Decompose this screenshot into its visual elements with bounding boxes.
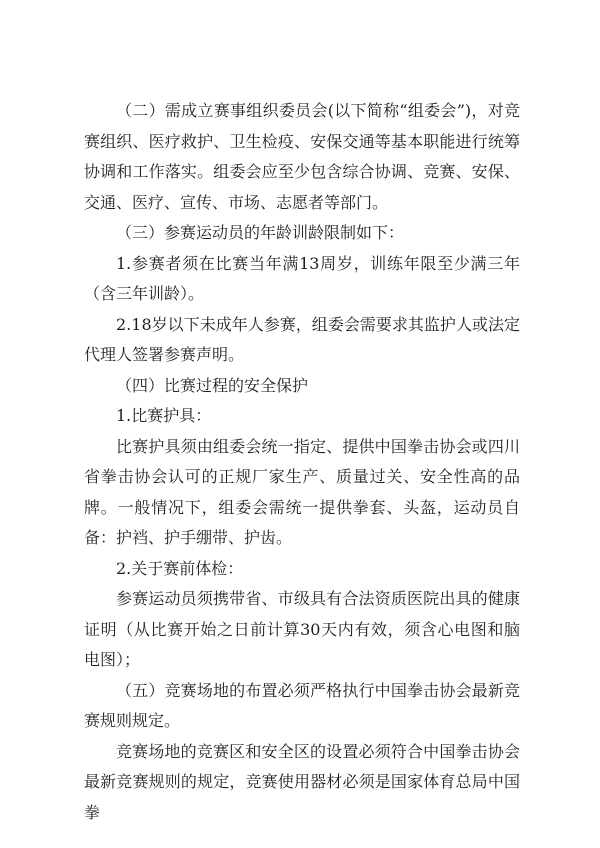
paragraph-gear-heading: 1.比赛护具： (116, 406, 212, 425)
paragraph-venue-details: 竞赛场地的竞赛区和安全区的设置必须符合中国拳击协会最新竞赛规则的规定，竞赛使用器材必须是国家体育总局中国拳 (84, 741, 520, 822)
paragraph-venue-heading: （五）竞赛场地的布置必须严格执行中国拳击协会最新竞赛规则规定。 (84, 680, 520, 730)
paragraph-age-rule-2: 2.18岁以下未成年人参赛，组委会需要求其监护人或法定代理人签署参赛声明。 (84, 314, 520, 364)
paragraph-medical-heading: 2.关于赛前体检： (116, 558, 244, 578)
paragraph-medical-details: 参赛运动员须携带省、市级具有合法资质医院出具的健康证明（从比赛开始之日前计算30天内有效，须含心电图和脑电图）； (84, 589, 520, 669)
paragraph-gear-details: 比赛护具须由组委会统一指定、提供中国拳击协会或四川省拳击协会认可的正规厂家生产、质量过关、安全性高的品牌。一般情况下，组委会需统一提供拳套、头盔，运动员自备：护裆、护手绷带、护齿。 (84, 436, 520, 547)
paragraph-age-rule-1: 1.参赛者须在比赛当年满13周岁，训练年限至少满三年（含三年训龄）。 (84, 253, 520, 303)
paragraph-safety-heading: （四）比赛过程的安全保护 (116, 375, 309, 395)
document-body (84, 96, 520, 828)
paragraph-age-heading: （三）参赛运动员的年龄训龄限制如下： (116, 223, 405, 242)
paragraph-organizing-committee: （二）需成立赛事组织委员会(以下简称“组委会”)，对竞赛组织、医疗救护、卫生检疫、安保交通等基本职能进行统筹协调和工作落实。组委会应至少包含综合协调、竞赛、安保、交通、医疗、宣传、市场、志愿者等部门。 (84, 101, 520, 212)
